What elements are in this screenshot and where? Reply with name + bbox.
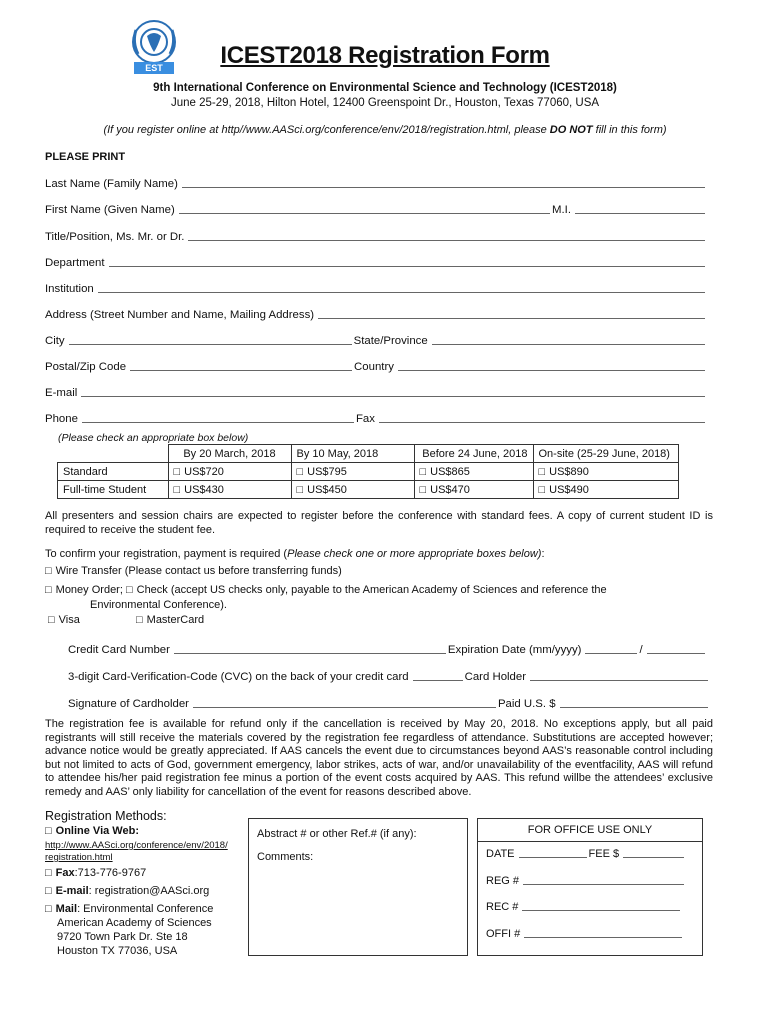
online-url-line1[interactable]: http://www.AASci.org/conference/env/2018/ xyxy=(45,840,228,851)
mail-address-line4: Houston TX 77036, USA xyxy=(57,945,178,957)
check-line2: Environmental Conference). xyxy=(90,599,227,611)
student-option-1[interactable]: □ US$430 xyxy=(168,481,291,499)
paid-label: Paid U.S. $ xyxy=(497,698,556,710)
office-rec-field[interactable] xyxy=(522,909,680,911)
first-name-label: First Name (Given Name) xyxy=(45,204,175,216)
email-label: E-mail xyxy=(45,387,78,399)
postal-label: Postal/Zip Code xyxy=(45,361,127,373)
department-field[interactable] xyxy=(109,265,705,267)
office-date-field[interactable] xyxy=(519,856,587,858)
office-heading-divider xyxy=(478,841,702,842)
cvc-label: 3-digit Card-Verification-Code (CVC) on the back of your credit card xyxy=(68,671,409,683)
method-fax: □ Fax:713-776-9767 xyxy=(45,867,146,879)
fax-label: Fax xyxy=(355,413,375,425)
fee-col-3: Before 24 June, 2018 xyxy=(414,445,533,463)
fee-student-row xyxy=(58,481,679,499)
signature-row xyxy=(68,696,710,710)
city-field[interactable] xyxy=(69,343,352,345)
methods-heading: Registration Methods: xyxy=(45,809,167,823)
paid-field[interactable] xyxy=(560,706,708,708)
office-date-label: DATE xyxy=(486,848,515,860)
fee-table xyxy=(57,444,679,499)
fee-col-1: By 20 March, 2018 xyxy=(168,445,291,463)
phone-row xyxy=(45,411,707,425)
first-name-row xyxy=(45,202,707,216)
office-reg-field[interactable] xyxy=(523,883,684,885)
student-label: Full-time Student xyxy=(58,481,169,499)
expiration-label: Expiration Date (mm/yyyy) xyxy=(447,644,582,656)
title-row xyxy=(45,229,707,243)
address-label: Address (Street Number and Name, Mailing Address) xyxy=(45,309,315,321)
fax-field[interactable] xyxy=(379,421,705,423)
office-offi-label: OFFI # xyxy=(486,928,521,940)
mail-address-line2: American Academy of Sciences xyxy=(57,917,212,929)
mastercard-option[interactable]: □ MasterCard xyxy=(136,614,204,626)
first-name-field[interactable] xyxy=(179,212,550,214)
mi-label: M.I. xyxy=(552,204,571,216)
student-option-4[interactable]: □ US$490 xyxy=(533,481,678,499)
signature-field[interactable] xyxy=(193,706,496,708)
presenters-note: All presenters and session chairs are expected to register before the conference with standard fees. A copy of current student ID is required to receive the student fee. xyxy=(45,510,713,536)
payment-intro: To confirm your registration, payment is required (Please check one or more appropriate boxes below): xyxy=(45,548,545,560)
office-reg-row xyxy=(486,875,686,887)
card-number-field[interactable] xyxy=(174,652,446,654)
student-option-3[interactable]: □ US$470 xyxy=(414,481,533,499)
wire-transfer-option[interactable]: □ Wire Transfer (Please contact us before transferring funds) xyxy=(45,565,342,577)
check-option[interactable]: □ Check (accept US checks only, payable to the American Academy of Sciences and reference the xyxy=(126,584,607,596)
standard-option-3[interactable]: □ US$865 xyxy=(414,463,533,481)
cvc-row xyxy=(68,669,710,683)
country-field[interactable] xyxy=(398,369,705,371)
abstract-comments-box[interactable] xyxy=(248,818,468,956)
method-email: □ E-mail: registration@AASci.org xyxy=(45,885,209,897)
expiration-month-field[interactable] xyxy=(585,652,637,654)
standard-option-4[interactable]: □ US$890 xyxy=(533,463,678,481)
fee-header-row xyxy=(58,445,679,463)
abstract-label: Abstract # or other Ref.# (if any): xyxy=(257,828,417,840)
office-rec-row xyxy=(486,901,682,913)
last-name-field[interactable] xyxy=(182,186,705,188)
standard-option-1[interactable]: □ US$720 xyxy=(168,463,291,481)
last-name-label: Last Name (Family Name) xyxy=(45,178,178,190)
postal-row xyxy=(45,359,707,373)
standard-option-2[interactable]: □ US$795 xyxy=(291,463,414,481)
card-holder-field[interactable] xyxy=(530,679,708,681)
institution-field[interactable] xyxy=(98,291,705,293)
expiration-slash: / xyxy=(639,644,643,656)
email-field[interactable] xyxy=(81,395,705,397)
department-label: Department xyxy=(45,257,105,269)
country-label: Country xyxy=(354,361,394,373)
method-mail: □ Mail: Environmental Conference xyxy=(45,903,213,915)
online-url-line2[interactable]: registration.html xyxy=(45,852,113,863)
expiration-year-field[interactable] xyxy=(647,652,705,654)
conference-venue: June 25-29, 2018, Hilton Hotel, 12400 Greenspoint Dr., Houston, Texas 77060, USA xyxy=(170,97,600,109)
money-order-check-line xyxy=(45,584,607,596)
state-field[interactable] xyxy=(432,343,705,345)
mail-address-line3: 9720 Town Park Dr. Ste 18 xyxy=(57,931,188,943)
state-label: State/Province xyxy=(353,335,428,347)
phone-field[interactable] xyxy=(82,421,354,423)
standard-label: Standard xyxy=(58,463,169,481)
office-offi-row xyxy=(486,928,684,940)
online-note: (If you register online at http//www.AASci.org/conference/env/2018/registration.html, please DO NOT fill in this form) xyxy=(103,124,667,136)
department-row xyxy=(45,255,707,269)
please-print-heading: PLEASE PRINT xyxy=(45,151,126,163)
office-rec-label: REC # xyxy=(486,901,519,913)
fee-col-4: On-site (25-29 June, 2018) xyxy=(533,445,678,463)
email-row xyxy=(45,385,707,399)
signature-label: Signature of Cardholder xyxy=(68,698,189,710)
address-row xyxy=(45,307,707,321)
card-number-label: Credit Card Number xyxy=(68,644,170,656)
address-field[interactable] xyxy=(318,317,705,319)
comments-label: Comments: xyxy=(257,851,314,863)
office-fee-label: FEE $ xyxy=(588,848,620,860)
refund-policy: The registration fee is available for refund only if the cancellation is received by May 20, 2018. No exceptions apply, but all paid registrants will still receive the materials covered by the registration fee regardless of attendance. Substitutions are accepted however; advance notice would be greatly appreciated. If AAS cancels the event due to circumstances beyond AAS’s reasonable control including but not limited to acts of God, government emergency, labor strikes, acts of war, and/or unavailability of the eventfacility, AAS will refund to attendee his/her paid registration fee minus a portion of the event costs acquired by AAS. This refund willbe the attendees’ exclusive remedy and AAS’ only liability for cancellation of the event for reasons described above. xyxy=(45,718,713,798)
form-title: ICEST2018 Registration Form xyxy=(220,42,550,69)
title-position-field[interactable] xyxy=(188,239,705,241)
card-holder-label: Card Holder xyxy=(464,671,527,683)
office-heading: FOR OFFICE USE ONLY xyxy=(527,824,653,836)
last-name-row xyxy=(45,176,707,190)
title-position-label: Title/Position, Ms. Mr. or Dr. xyxy=(45,231,185,243)
city-label: City xyxy=(45,335,65,347)
method-online: □ Online Via Web: xyxy=(45,825,139,837)
money-order-option[interactable]: □ Money Order; xyxy=(45,584,123,596)
conference-name: 9th International Conference on Environmental Science and Technology (ICEST2018) xyxy=(153,82,617,94)
office-offi-field[interactable] xyxy=(524,936,682,938)
fee-check-note: (Please check an appropriate box below) xyxy=(58,432,249,444)
visa-option[interactable]: □ Visa xyxy=(48,614,80,626)
logo-text: EST xyxy=(145,63,163,73)
mi-field[interactable] xyxy=(575,212,705,214)
phone-label: Phone xyxy=(45,413,78,425)
postal-field[interactable] xyxy=(130,369,352,371)
fee-col-2: By 10 May, 2018 xyxy=(291,445,414,463)
card-number-row xyxy=(68,642,707,656)
office-date-fee-row xyxy=(486,848,686,860)
cvc-field[interactable] xyxy=(413,679,463,681)
office-reg-label: REG # xyxy=(486,875,520,887)
institution-row xyxy=(45,281,707,295)
office-fee-field[interactable] xyxy=(623,856,684,858)
student-option-2[interactable]: □ US$450 xyxy=(291,481,414,499)
city-row xyxy=(45,333,707,347)
institution-label: Institution xyxy=(45,283,94,295)
office-use-box xyxy=(477,818,703,956)
fee-standard-row xyxy=(58,463,679,481)
